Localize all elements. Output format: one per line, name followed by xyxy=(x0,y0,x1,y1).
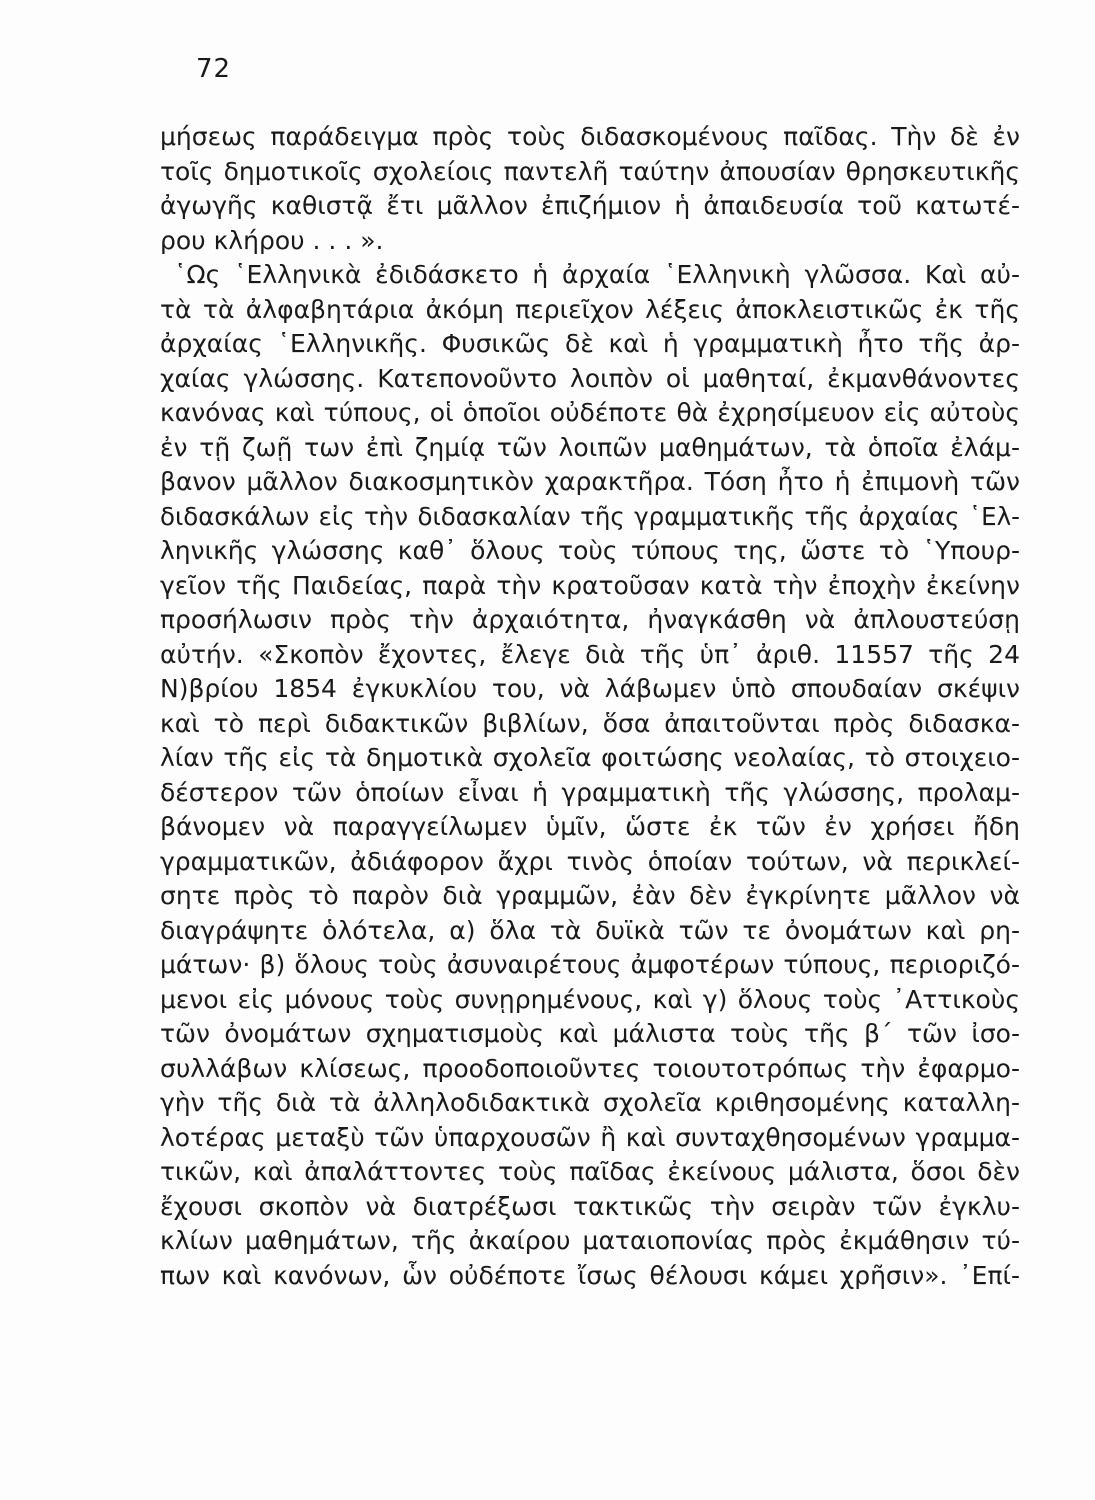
text-line: σητε πρὸς τὸ παρὸν διὰ γραμμῶν, ἐὰν δὲν ἐγκρίνητε μᾶλλον νὰ xyxy=(160,881,1020,910)
text-line: συλλάβων κλίσεως, προοδοποιοῦντες τοιουτοτρόπως τὴν ἐφαρμο- xyxy=(160,1053,1020,1083)
text-line: μενοι εἰς μόνους τοὺς συνῃρημένους, καὶ γ) ὅλους τοὺς ᾿Αττικοὺς xyxy=(160,984,1020,1014)
text-line: ῾Ως ῾Ελληνικὰ ἐδιδάσκετο ἡ ἀρχαία ῾Ελληνικὴ γλῶσσα. Καὶ αὐ- xyxy=(174,260,1020,289)
text-line: βάνομεν νὰ παραγγείλωμεν ὑμῖν, ὥστε ἐκ τῶν ἐν χρήσει ἤδη xyxy=(160,812,1020,841)
text-line: πων καὶ κανόνων, ὧν οὐδέποτε ἴσως θέλουσι κάμει χρῆσιν». ᾿Επί- xyxy=(160,1260,1020,1290)
text-line: ἀρχαίας ῾Ελληνικῆς. Φυσικῶς δὲ καὶ ἡ γραμματικὴ ἦτο τῆς ἀρ- xyxy=(160,329,1020,358)
text-line: κανόνας καὶ τύπους, οἱ ὁποῖοι οὐδέποτε θὰ ἐχρησίμευον εἰς αὐτοὺς xyxy=(160,398,1020,427)
text-line: αὐτήν. «Σκοπὸν ἔχοντες, ἔλεγε διὰ τῆς ὑπ᾿ ἀριθ. 11557 τῆς 24 xyxy=(160,639,1020,669)
text-line: λοτέρας μεταξὺ τῶν ὑπαρχουσῶν ἢ καὶ συνταχθησομένων γραμμα- xyxy=(160,1122,1020,1152)
text-line: ρου κλήρου . . . ». xyxy=(160,225,384,255)
text-line: προσήλωσιν πρὸς τὴν ἀρχαιότητα, ἠναγκάσθη νὰ ἀπλουστεύσῃ xyxy=(160,605,1020,634)
text-line: τῶν ὀνομάτων σχηματισμοὺς καὶ μάλιστα τοὺς τῆς β΄ τῶν ἰσο- xyxy=(160,1019,1020,1048)
page-number: 72 xyxy=(196,54,232,84)
text-line: μήσεως παράδειγμα πρὸς τοὺς διδασκομένους παῖδας. Τὴν δὲ ἐν xyxy=(160,122,1020,151)
text-line: τὰ τὰ ἀλφαβητάρια ἀκόμη περιεῖχον λέξεις ἀποκλειστικῶς ἐκ τῆς xyxy=(160,294,1020,324)
body-text xyxy=(160,120,1020,1293)
text-line: καὶ τὸ περὶ διδακτικῶν βιβλίων, ὅσα ἀπαιτοῦνται πρὸς διδασκα- xyxy=(160,708,1020,738)
text-line: χαίας γλώσσης. Κατεπονοῦντο λοιπὸν οἱ μαθηταί, ἐκμανθάνοντες xyxy=(160,363,1020,393)
text-line: ληνικῆς γλώσσης καθ᾿ ὅλους τοὺς τύπους της, ὥστε τὸ ῾Υπουρ- xyxy=(160,536,1020,565)
text-line: διδασκάλων εἰς τὴν διδασκαλίαν τῆς γραμματικῆς τῆς ἀρχαίας ῾Ελ- xyxy=(160,501,1020,531)
text-line: ἐν τῇ ζωῇ των ἐπὶ ζημίᾳ τῶν λοιπῶν μαθημάτων, τὰ ὁποῖα ἐλάμ- xyxy=(160,432,1020,462)
text-line: λίαν τῆς εἰς τὰ δημοτικὰ σχολεῖα φοιτώσης νεολαίας, τὸ στοιχειο- xyxy=(160,743,1020,772)
text-line: τικῶν, καὶ ἀπαλάττοντες τοὺς παῖδας ἐκείνους μάλιστα, ὅσοι δὲν xyxy=(160,1157,1020,1186)
text-line: ἔχουσι σκοπὸν νὰ διατρέξωσι τακτικῶς τὴν σειρὰν τῶν ἐγκλυ- xyxy=(160,1191,1020,1221)
text-line: γεῖον τῆς Παιδείας, παρὰ τὴν κρατοῦσαν κατὰ τὴν ἐποχὴν ἐκείνην xyxy=(160,570,1020,600)
text-line: μάτων· β) ὅλους τοὺς ἀσυναιρέτους ἀμφοτέρων τύπους, περιοριζό- xyxy=(160,950,1020,979)
text-line: βανον μᾶλλον διακοσμητικὸν χαρακτῆρα. Τόση ἦτο ἡ ἐπιμονὴ τῶν xyxy=(160,467,1020,496)
text-line: διαγράψητε ὁλότελα, α) ὅλα τὰ δυϊκὰ τῶν τε ὀνομάτων καὶ ρη- xyxy=(160,915,1020,945)
text-line: γραμματικῶν, ἀδιάφορον ἄχρι τινὸς ὁποίαν τούτων, νὰ περικλεί- xyxy=(160,846,1020,876)
text-line: τοῖς δημοτικοῖς σχολείοις παντελῆ ταύτην ἀπουσίαν θρησκευτικῆς xyxy=(160,156,1020,186)
text-line: Ν)βρίου 1854 ἐγκυκλίου του, νὰ λάβωμεν ὑπὸ σπουδαίαν σκέψιν xyxy=(160,674,1020,703)
text-line: δέστερον τῶν ὁποίων εἶναι ἡ γραμματικὴ τῆς γλώσσης, προλαμ- xyxy=(160,777,1020,807)
text-line: ἀγωγῆς καθιστᾷ ἔτι μᾶλλον ἐπιζήμιον ἡ ἀπαιδευσία τοῦ κατωτέ- xyxy=(160,191,1020,220)
text-line: γὴν τῆς διὰ τὰ ἀλληλοδιδακτικὰ σχολεῖα κριθησομένης καταλλη- xyxy=(160,1088,1020,1117)
text-line: κλίων μαθημάτων, τῆς ἀκαίρου ματαιοπονίας πρὸς ἐκμάθησιν τύ- xyxy=(160,1226,1020,1255)
